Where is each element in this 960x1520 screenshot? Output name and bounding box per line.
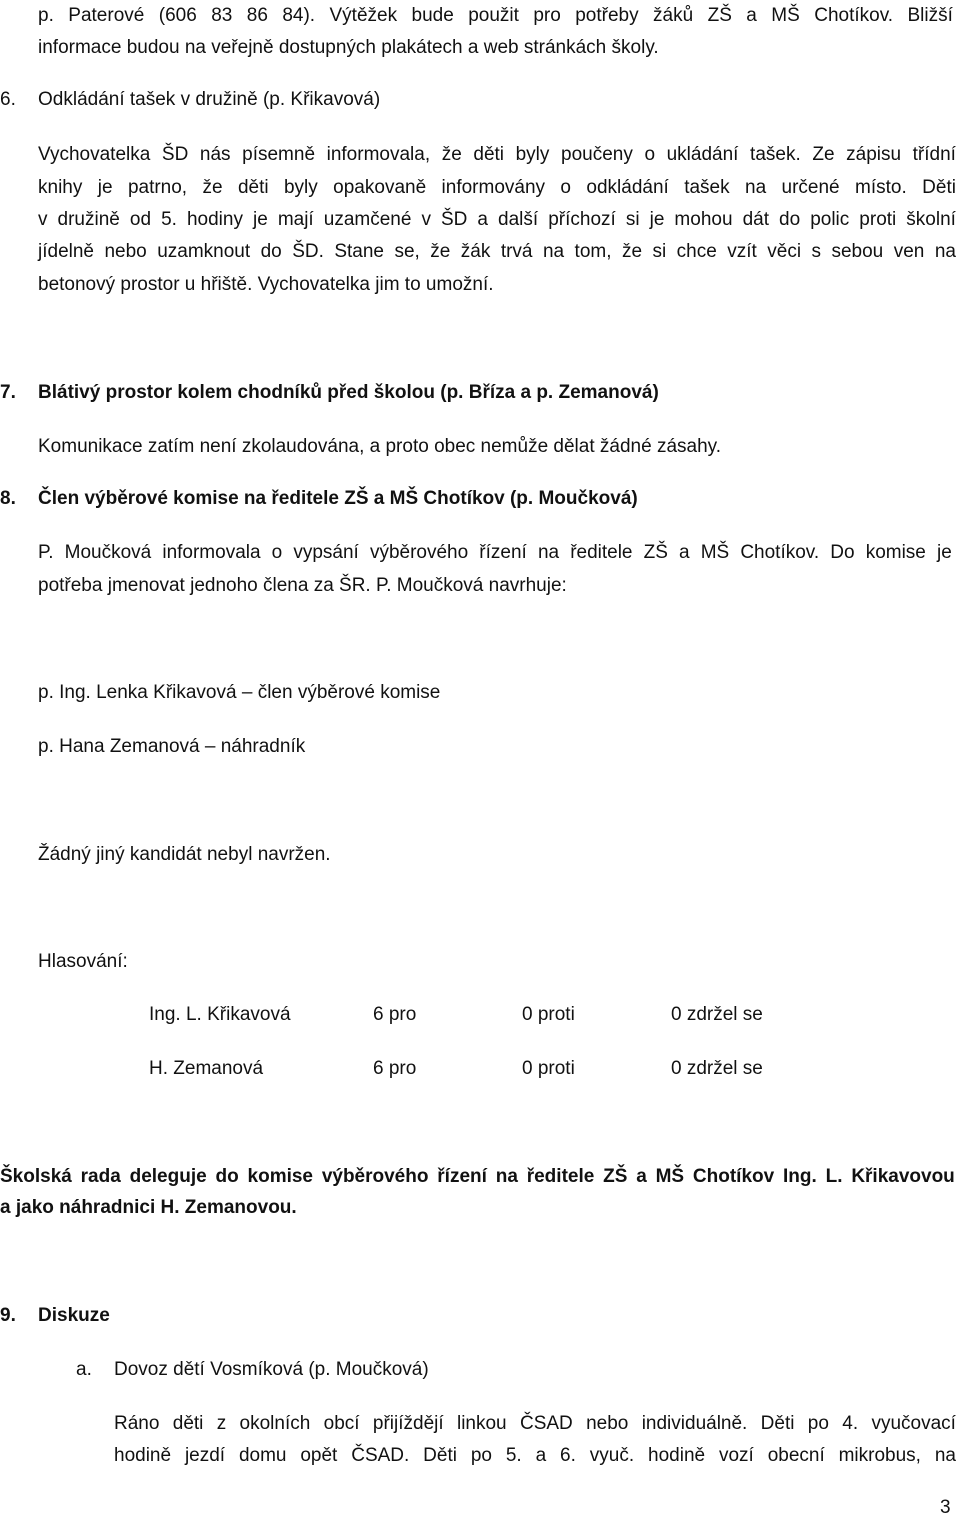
vote-for: 6 pro <box>373 1058 417 1079</box>
item-a-letter: a. <box>76 1359 92 1380</box>
section-6-line-4: jídelně nebo uzamknout do ŠD. Stane se, že žák trvá na tom, že si chce vzít věci s sebou ven na <box>38 241 956 262</box>
section-9-number: 9. <box>0 1305 16 1326</box>
nominee-member: p. Ing. Lenka Křikavová – člen výběrové komise <box>38 682 441 703</box>
item-a-line-2: hodině jezdí domu opět ČSAD. Děti po 5. a 6. vyuč. hodině vozí obecní mikrobus, na <box>114 1445 956 1466</box>
intro-line-1: p. Paterové (606 83 86 84). Výtěžek bude použit pro potřeby žáků ZŠ a MŠ Chotíkov. Bližší <box>38 5 953 26</box>
section-8-number: 8. <box>0 488 16 509</box>
item-a-line-1: Ráno děti z okolních obcí přijíždějí linkou ČSAD nebo individuálně. Děti po 4. vyučovací <box>114 1413 956 1434</box>
section-7-heading: Blátivý prostor kolem chodníků před školou (p. Bříza a p. Zemanová) <box>38 382 659 403</box>
section-6-line-2: knihy je patrno, že děti byly opakovaně informovány o odkládání tašek na určené místo. Děti <box>38 177 956 198</box>
vote-against: 0 proti <box>522 1004 575 1025</box>
section-8-line-1: P. Moučková informovala o vypsání výběrového řízení na ředitele ZŠ a MŠ Chotíkov. Do komise je <box>38 542 952 563</box>
vote-name: Ing. L. Křikavová <box>149 1004 291 1025</box>
voting-label: Hlasování: <box>38 951 128 972</box>
section-6-line-1: Vychovatelka ŠD nás písemně informovala, že děti byly poučeny o ukládání tašek. Ze zápisu třídní <box>38 144 956 165</box>
section-7-text: Komunikace zatím není zkolaudována, a proto obec nemůže dělat žádné zásahy. <box>38 436 722 457</box>
vote-for: 6 pro <box>373 1004 417 1025</box>
section-6-heading: Odkládání tašek v družině (p. Křikavová) <box>38 89 381 110</box>
resolution-line-1: Školská rada deleguje do komise výběrového řízení na ředitele ZŠ a MŠ Chotíkov Ing. L. Křikavovou <box>0 1166 955 1187</box>
item-a-title: Dovoz dětí Vosmíková (p. Moučková) <box>114 1359 429 1380</box>
section-9-heading: Diskuze <box>38 1305 110 1326</box>
vote-abstain: 0 zdržel se <box>671 1058 763 1079</box>
section-7-number: 7. <box>0 382 16 403</box>
section-6-line-5: betonový prostor u hřiště. Vychovatelka jim to umožní. <box>38 274 494 295</box>
section-8-line-2: potřeba jmenovat jednoho člena za ŠR. P. Moučková navrhuje: <box>38 575 567 596</box>
page-number: 3 <box>940 1497 951 1518</box>
vote-name: H. Zemanová <box>149 1058 264 1079</box>
section-8-heading: Člen výběrové komise na ředitele ZŠ a MŠ Chotíkov (p. Moučková) <box>38 488 638 509</box>
section-6-number: 6. <box>0 89 16 110</box>
vote-against: 0 proti <box>522 1058 575 1079</box>
nominee-substitute: p. Hana Zemanová – náhradník <box>38 736 306 757</box>
no-other-candidate: Žádný jiný kandidát nebyl navržen. <box>38 844 331 865</box>
vote-abstain: 0 zdržel se <box>671 1004 763 1025</box>
intro-line-2: informace budou na veřejně dostupných plakátech a web stránkách školy. <box>38 37 659 58</box>
section-6-line-3: v družině od 5. hodiny je mají uzamčené v ŠD a další příchozí si je mohou dát do polic proti školní <box>38 209 956 230</box>
resolution-line-2: a jako náhradnici H. Zemanovou. <box>0 1197 297 1218</box>
